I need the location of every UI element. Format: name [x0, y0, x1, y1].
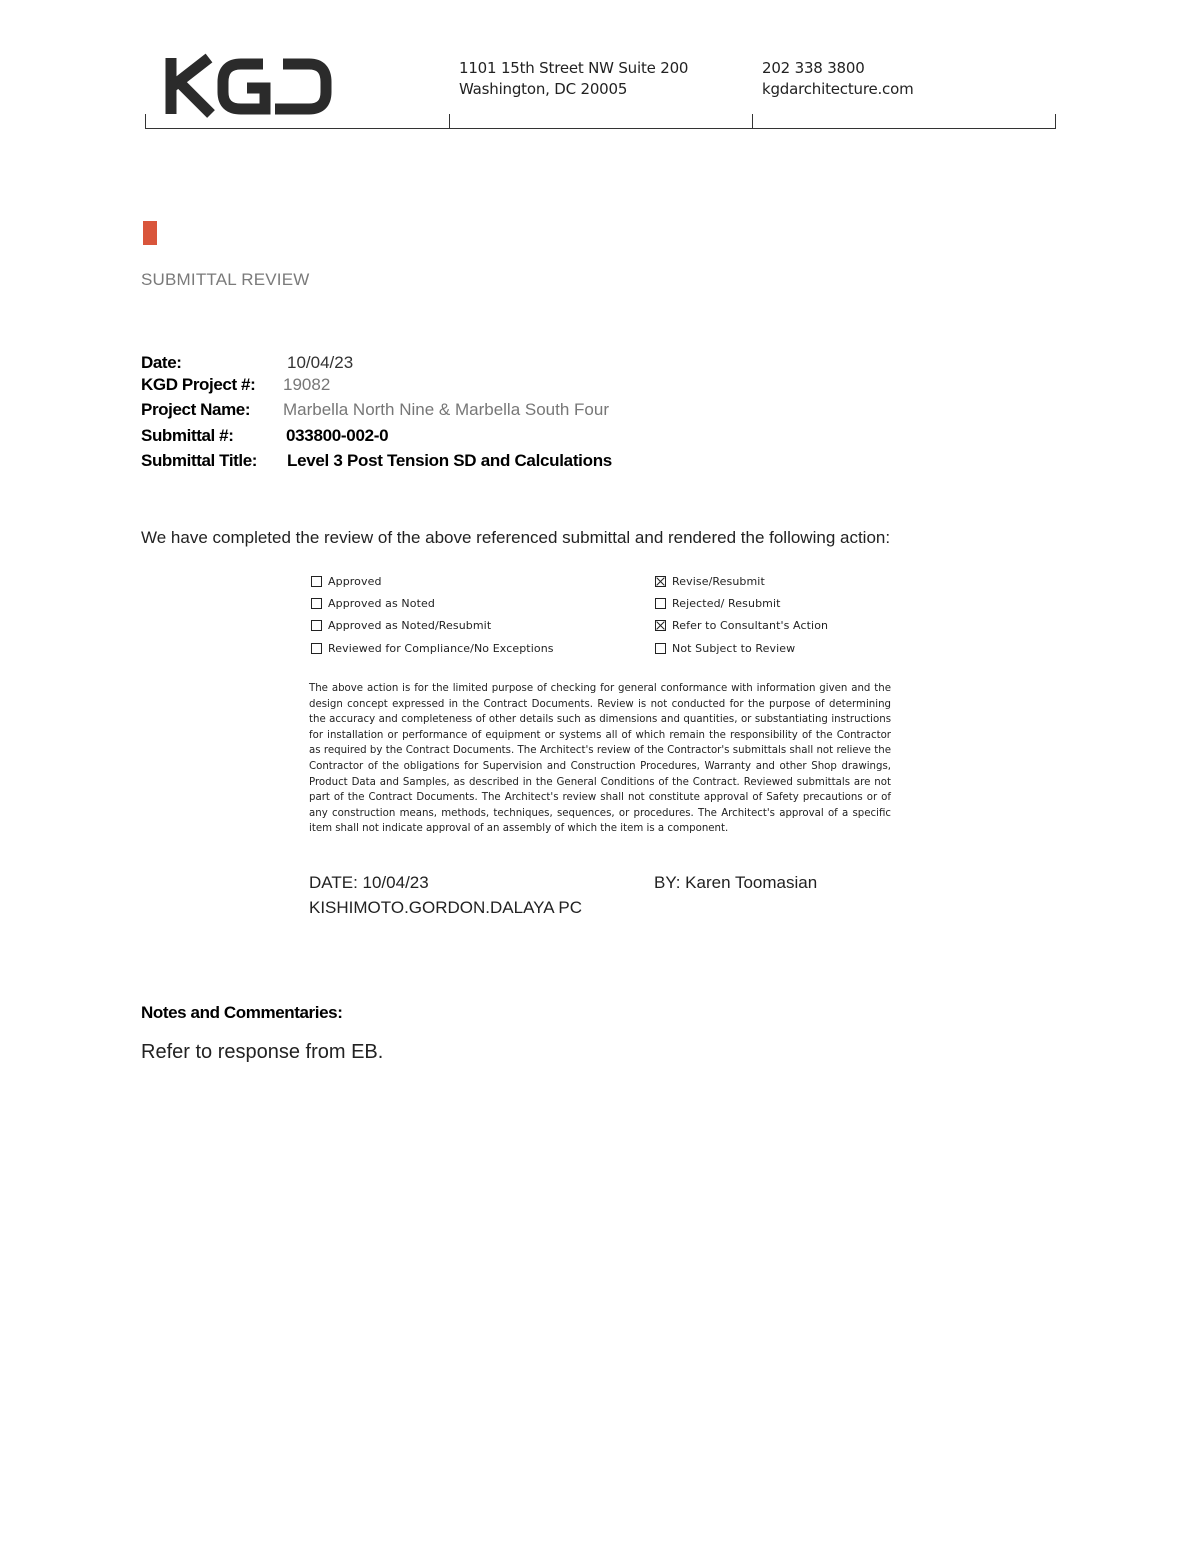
- action-label: Reviewed for Compliance/No Exceptions: [328, 642, 554, 655]
- page-title: SUBMITTAL REVIEW: [141, 270, 310, 289]
- phone-number: 202 338 3800: [762, 59, 865, 77]
- disclaimer-text: The above action is for the limited purpose of checking for general conformance with information given and the design concept expressed in the Contract Documents. Review is not conducted for the purpose of determining the accuracy and completeness of other details such as dimensions and quantities, or substantiating instructions for installation or performance of equipment or systems all of which remain the responsibility of the Contractor as required by the Contract Documents. The Architect's review of the Contractor's submittals shall not relieve the Contractor of the obligations for Supervision and Construction Procedures, Warranty and other Shop drawings, Product Data and Samples, as described in the General Conditions of the Contract. Reviewed submittals are not part of the Contract Documents. The Architect's review shall not constitute approval of Safety precautions or of any construction means, methods, techniques, sequences, or procedures. The Architect's approval of a specific item shall not indicate approval of an assembly of which the item is a component.: [309, 683, 891, 835]
- kgd-logo: [163, 52, 338, 120]
- field-label-submittal-number: Submittal #:: [141, 426, 234, 445]
- field-value-submittal-number: 033800-002-0: [286, 426, 389, 445]
- signoff-firm: KISHIMOTO.GORDON.DALAYA PC: [309, 898, 582, 917]
- action-approved[interactable]: [311, 575, 382, 588]
- field-value-date: 10/04/23: [287, 353, 354, 372]
- action-label: Approved as Noted/Resubmit: [328, 619, 492, 632]
- header-rule: [145, 128, 1056, 129]
- field-label-submittal-title: Submittal Title:: [141, 451, 258, 470]
- signoff-by: BY: Karen Toomasian: [654, 873, 818, 892]
- header-tick: [145, 114, 146, 129]
- signoff-date: DATE: 10/04/23: [309, 873, 429, 892]
- header-tick: [1055, 114, 1056, 129]
- action-refer-to-consultant[interactable]: [655, 619, 828, 632]
- field-value-project-name: Marbella North Nine & Marbella South Four: [283, 400, 609, 419]
- action-label: Approved as Noted: [328, 597, 435, 610]
- action-label: Approved: [328, 575, 382, 588]
- header-tick: [752, 114, 753, 129]
- checkbox-refer-to-consultant[interactable]: [655, 620, 666, 631]
- checkbox-approved-as-noted[interactable]: [311, 598, 322, 609]
- action-label: Rejected/ Resubmit: [672, 597, 781, 610]
- action-approved-as-noted-resubmit[interactable]: [311, 619, 491, 632]
- action-label: Refer to Consultant's Action: [672, 619, 829, 632]
- contact-block: [762, 58, 914, 100]
- header-tick: [449, 114, 450, 129]
- checkbox-approved-as-noted-resubmit[interactable]: [311, 620, 322, 631]
- checkbox-not-subject-to-review[interactable]: [655, 643, 666, 654]
- action-not-subject-to-review[interactable]: [655, 642, 795, 655]
- accent-bar: [143, 221, 157, 245]
- address-line-2: Washington, DC 20005: [459, 80, 628, 98]
- intro-text: We have completed the review of the above referenced submittal and rendered the following action:: [141, 528, 891, 547]
- notes-body: Refer to response from EB.: [141, 1041, 384, 1063]
- field-label-date: Date:: [141, 353, 182, 372]
- action-approved-as-noted[interactable]: [311, 597, 435, 610]
- checkbox-approved[interactable]: [311, 576, 322, 587]
- notes-title: Notes and Commentaries:: [141, 1003, 343, 1022]
- website: kgdarchitecture.com: [762, 80, 914, 98]
- checkbox-rejected-resubmit[interactable]: [655, 598, 666, 609]
- field-value-submittal-title: Level 3 Post Tension SD and Calculations: [287, 451, 612, 470]
- checkbox-reviewed-for-compliance[interactable]: [311, 643, 322, 654]
- field-label-project-name: Project Name:: [141, 400, 251, 419]
- action-revise-resubmit[interactable]: [655, 575, 765, 588]
- field-label-project-number: KGD Project #:: [141, 375, 256, 394]
- field-value-project-number: 19082: [283, 375, 331, 394]
- address-block: [459, 58, 688, 100]
- checkbox-revise-resubmit[interactable]: [655, 576, 666, 587]
- address-line-1: 1101 15th Street NW Suite 200: [459, 59, 689, 77]
- action-label: Not Subject to Review: [672, 642, 796, 655]
- action-reviewed-for-compliance[interactable]: [311, 642, 554, 655]
- action-rejected-resubmit[interactable]: [655, 597, 781, 610]
- action-label: Revise/Resubmit: [672, 575, 765, 588]
